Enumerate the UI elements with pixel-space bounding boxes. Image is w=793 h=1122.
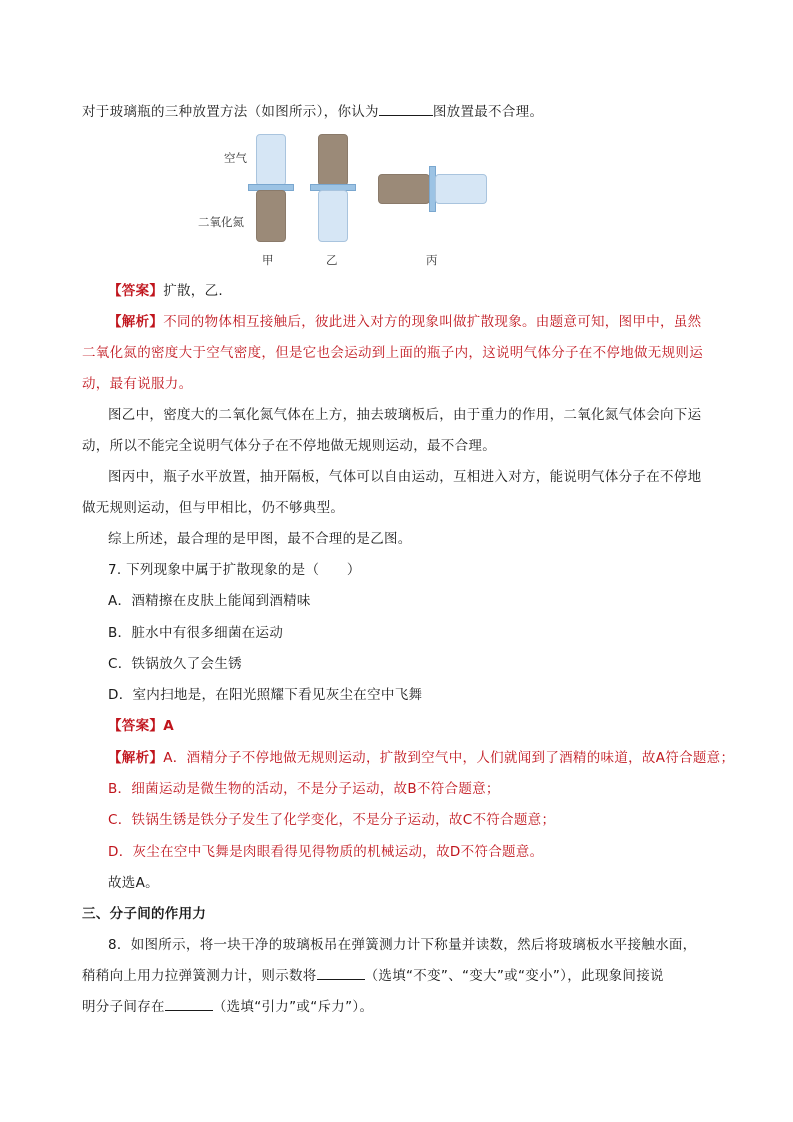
analysis-text: 不同的物体相互接触后，彼此进入对方的现象叫做扩散现象。由题意可知，图甲中，虽然 — [163, 314, 702, 330]
answer-blank — [317, 966, 365, 980]
label-bing: 丙 — [426, 253, 438, 267]
jia-top-bottle-air — [256, 134, 286, 186]
q8-text: （选填“引力”或“斥力”）。 — [212, 999, 374, 1015]
answer-tag: 【答案】 — [108, 283, 164, 299]
q7-option-b: B．脏水中有很多细菌在运动 — [108, 625, 284, 641]
q7-analysis-d: D．灰尘在空中飞舞是肉眼看得见得物质的机械运动，故D不符合题意。 — [108, 844, 544, 860]
jia-bottom-bottle-no2 — [256, 190, 286, 242]
q6-analysis-line-3: 动，最有说服力。 — [82, 376, 193, 392]
q6-para2-line-2: 动，所以不能完全说明气体分子在不停地做无规则运动，最不合理。 — [82, 438, 496, 454]
q8-text: 明分子间存在 — [82, 999, 165, 1015]
label-air: 空气 — [224, 151, 247, 165]
yi-top-bottle-no2 — [318, 134, 348, 186]
analysis-tag: 【解析】 — [108, 750, 164, 766]
yi-bottom-bottle-air — [318, 190, 348, 242]
q6-para3-line-1: 图丙中，瓶子水平放置，抽开隔板，气体可以自由运动，互相进入对方，能说明气体分子在不停地 — [108, 469, 702, 485]
q7-analysis-c: C．铁锅生锈是铁分子发生了化学变化，不是分子运动，故C不符合题意； — [108, 812, 556, 828]
q6-para2-line-1: 图乙中，密度大的二氧化氮气体在上方，抽去玻璃板后，由于重力的作用，二氧化氮气体会向下运 — [108, 407, 702, 423]
intro-text-after: 图放置最不合理。 — [432, 104, 544, 120]
answer-text: 扩散，乙. — [163, 283, 223, 299]
q7-option-a: A．酒精擦在皮肤上能闻到酒精味 — [108, 593, 311, 609]
bottle-figure — [190, 128, 500, 273]
q6-summary: 综上所述，最合理的是甲图，最不合理的是乙图。 — [108, 531, 412, 547]
bing-right-bottle-air — [435, 174, 487, 204]
q6-answer — [108, 281, 712, 301]
q6-analysis-line-2: 二氧化氮的密度大于空气密度，但是它也会运动到上面的瓶子内，这说明气体分子在不停地做无规则运 — [82, 345, 703, 361]
q8-line-1: 8．如图所示，将一块干净的玻璃板吊在弹簧测力计下称量并读数，然后将玻璃板水平接触水面， — [108, 937, 697, 953]
q7-option-d: D．室内扫地是，在阳光照耀下看见灰尘在空中飞舞 — [108, 687, 423, 703]
intro-text-before: 对于玻璃瓶的三种放置方法（如图所示），你认为 — [82, 104, 379, 120]
answer-tag: 【答案】 — [108, 718, 164, 734]
q7-stem: 7. 下列现象中属于扩散现象的是（ ） — [108, 562, 361, 578]
q6-para3-line-2: 做无规则运动，但与甲相比，仍不够典型。 — [82, 500, 345, 516]
answer-blank — [379, 102, 433, 116]
label-no2: 二氧化氮 — [198, 215, 244, 229]
q6-analysis-line-1 — [108, 312, 712, 332]
analysis-tag: 【解析】 — [108, 314, 164, 330]
bing-left-bottle-no2 — [378, 174, 430, 204]
q7-option-c: C．铁锅放久了会生锈 — [108, 656, 242, 672]
answer-blank — [165, 997, 213, 1011]
analysis-text: A．酒精分子不停地做无规则运动，扩散到空气中，人们就闻到了酒精的味道，故A符合题意； — [163, 750, 735, 766]
label-jia: 甲 — [262, 253, 274, 267]
answer-text: A — [163, 718, 174, 734]
label-yi: 乙 — [326, 253, 338, 267]
q8-text: （选填“不变”、“变大”或“变小”），此现象间接说 — [364, 968, 664, 984]
q7-analysis-a — [108, 748, 735, 768]
q8-text: 稍稍向上用力拉弹簧测力计，则示数将 — [82, 968, 317, 984]
section-title: 三、分子间的作用力 — [82, 906, 207, 922]
q8-line-3 — [82, 997, 712, 1017]
intro-question — [82, 102, 712, 122]
q7-answer — [108, 716, 712, 736]
q7-analysis-b: B．细菌运动是微生物的活动，不是分子运动，故B不符合题意； — [108, 781, 500, 797]
q7-conclusion: 故选A。 — [108, 875, 159, 891]
q8-line-2 — [82, 966, 712, 986]
